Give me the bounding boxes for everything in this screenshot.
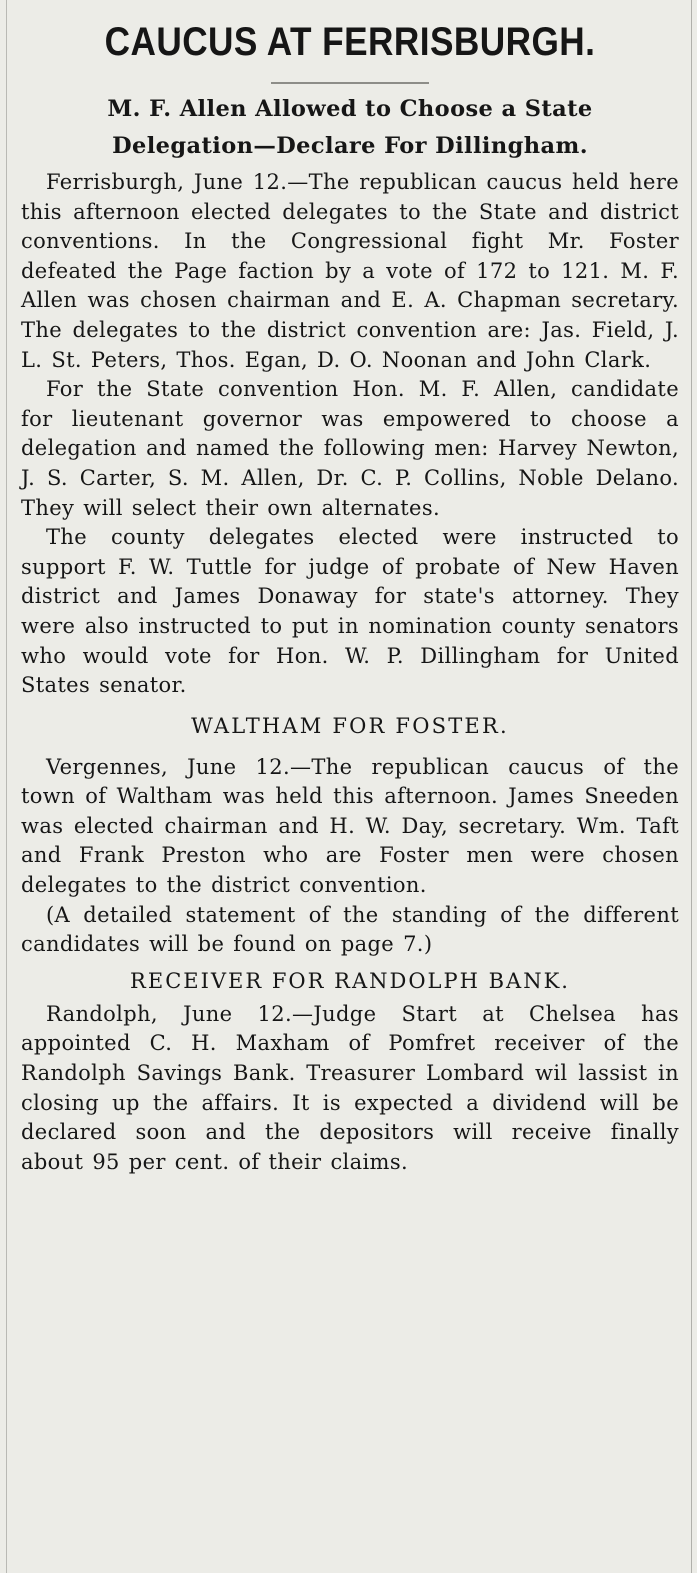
column-rule-right	[691, 0, 692, 1573]
article-paragraph: For the State convention Hon. M. F. Allen, candidate for lieutenant governor was empowered to choose a delegation and named the following men: Harvey Newton, J. S. Carter, S. M. Allen, Dr. C. P. Collins, Noble Delano. They will select their own alternates.	[21, 377, 679, 520]
section-heading-waltham: WALTHAM FOR FOSTER.	[191, 713, 509, 738]
article-waltham	[21, 753, 679, 960]
subheadline-line-2: Delegation—Declare For Dillingham.	[112, 133, 588, 159]
article-paragraph: Ferrisburgh, June 12.—The republican caucus held here this afternoon elected delegates to the State and district conventions. In the Congressional fight Mr. Foster defeated the Page faction by a vote of 172 to 121. M. F. Allen was chosen chairman and E. A. Chapman secretary. The delegates to the district convention are: Jas. Field, J. L. St. Peters, Thos. Egan, D. O. Noonan and John Clark.	[21, 170, 679, 372]
article-paragraph: Randolph, June 12.—Judge Start at Chelsea has appointed C. H. Maxham of Pomfret receiver of the Randolph Savings Bank. Treasurer Lombard wil lassist in closing up the affairs. It is expected a dividend will be declared soon and the depositors will receive finally about 95 per cent. of their claims.	[21, 1001, 679, 1174]
article-paragraph: (A detailed statement of the standing of the different candidates will be found on page 7.)	[21, 902, 679, 957]
headline: CAUCUS AT FERRISBURGH.	[104, 20, 596, 64]
headline-divider	[271, 82, 429, 84]
article-paragraph: The county delegates elected were instructed to support F. W. Tuttle for judge of probate of New Haven district and James Donaway for state's attorney. They were also instructed to put in nomination county senators who would vote for Hon. W. P. Dillingham for United States senator.	[21, 525, 679, 698]
article-paragraph: Vergennes, June 12.—The republican caucus of the town of Waltham was held this afternoon. James Sneeden was elected chairman and H. W. Day, secretary. Wm. Taft and Frank Preston who are Foster men were chosen delegates to the district convention.	[21, 754, 679, 898]
subheadline-line-1: M. F. Allen Allowed to Choose a State	[107, 96, 593, 122]
article-ferrisburgh	[21, 168, 679, 701]
article-randolph	[21, 1000, 679, 1178]
section-heading-randolph: RECEIVER FOR RANDOLPH BANK.	[130, 968, 570, 993]
column-rule-left	[6, 0, 7, 1573]
